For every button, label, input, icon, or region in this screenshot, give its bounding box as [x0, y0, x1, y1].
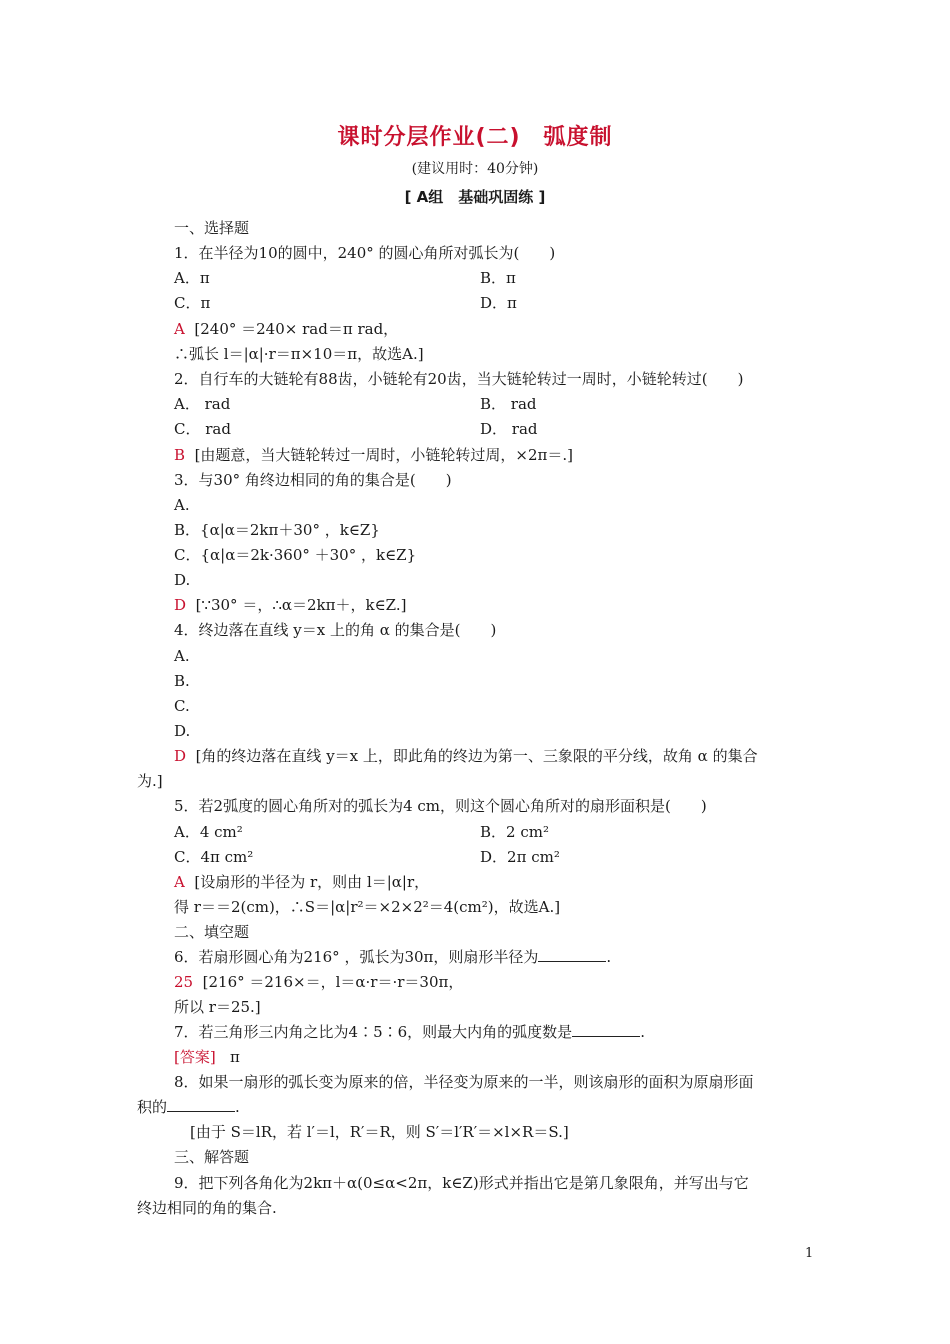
- question-text: 积的: [137, 1098, 168, 1116]
- question-stem: 8．如果一扇形的弧长变为原来的倍，半径变为原来的一半，则该扇形的面积为原扇形面: [174, 1073, 754, 1091]
- solution: [174, 317, 398, 342]
- solution-text: [由于 S＝lR，若 l′＝l，R′＝R，则 S′＝l′R′＝×l×R＝S.]: [190, 1123, 569, 1141]
- solution-text: [设扇形的半径为 r，则由 l＝|α|r，: [194, 873, 430, 891]
- answer-blank: [167, 1097, 235, 1112]
- section-heading: 一、选择题: [174, 219, 250, 237]
- question-stem: 4．终边落在直线 y＝x 上的角 α 的集合是( ): [174, 621, 497, 639]
- option-b: B.: [174, 672, 190, 690]
- answer-value: π: [230, 1048, 240, 1066]
- question-stem: 9．把下列各角化为2kπ＋α(0≤α<2π，k∈Z)形式并指出它是第几象限角，并写出与它: [174, 1174, 749, 1192]
- solution-text: [240° ＝240× rad＝π rad，: [194, 320, 399, 338]
- answer-blank: [538, 947, 606, 962]
- option-d: D.: [174, 722, 191, 740]
- question-stem-cont: 终边相同的角的集合.: [137, 1199, 277, 1217]
- section-heading: 二、填空题: [174, 923, 250, 941]
- question-stem: 1．在半径为10的圆中，240° 的圆心角所对弧长为( ): [174, 244, 556, 262]
- suggested-time: (建议用时：40分钟): [411, 161, 539, 177]
- question-stem-cont: [137, 1095, 240, 1120]
- option-a: A.: [174, 496, 190, 514]
- option-c: C．4π cm²: [174, 848, 254, 866]
- answer-letter: A: [174, 320, 185, 338]
- answer-label: [答案]: [174, 1048, 216, 1066]
- question-stem: 2．自行车的大链轮有88齿，小链轮有20齿，当大链轮转过一周时，小链轮转过( ): [174, 370, 744, 388]
- option-d: D．2π cm²: [480, 848, 560, 866]
- question-text: 6．若扇形圆心角为216° ，弧长为30π，则扇形半径为: [174, 948, 539, 966]
- solution-text: 为.]: [137, 772, 163, 790]
- solution-text: [∵30° ＝，∴α＝2kπ＋，k∈Z.]: [195, 596, 407, 614]
- solution: [174, 970, 463, 995]
- answer-value: 25: [174, 973, 194, 991]
- solution-text: 所以 r＝25.]: [174, 998, 261, 1016]
- option-b: B．{α|α＝2kπ＋30° ，k∈Z}: [174, 521, 380, 539]
- option-c: C． rad: [174, 420, 231, 438]
- section-heading: 三、解答题: [174, 1148, 250, 1166]
- question-stem: [174, 945, 611, 970]
- solution-text: ∴弧长 l＝|α|·r＝π×10＝π，故选A.]: [174, 345, 424, 363]
- option-a: A．π: [174, 269, 210, 287]
- question-stem: [174, 1020, 645, 1045]
- option-b: B． rad: [480, 395, 537, 413]
- option-c: C．{α|α＝2k·360° ＋30° ，k∈Z}: [174, 546, 417, 564]
- solution-text: 得 r＝＝2(cm)，∴S＝|α|r²＝×2×2²＝4(cm²)，故选A.]: [174, 898, 561, 916]
- solution: [174, 870, 429, 895]
- answer-letter: D: [174, 747, 187, 765]
- option-d: D.: [174, 571, 191, 589]
- group-label: [ A组 基础巩固练 ]: [404, 188, 546, 206]
- solution-text: [由题意，当大链轮转过一周时，小链轮转过周，×2π＝.]: [194, 446, 574, 464]
- option-c: C．π: [174, 294, 211, 312]
- question-text: 7．若三角形三内角之比为4∶5∶6，则最大内角的弧度数是: [174, 1023, 573, 1041]
- answer-letter: B: [174, 446, 186, 464]
- question-end: .: [235, 1098, 240, 1116]
- solution: [174, 744, 758, 769]
- option-d: D．π: [480, 294, 517, 312]
- solution-text: [角的终边落在直线 y＝x 上，即此角的终边为第一、三象限的平分线，故角 α 的集合: [195, 747, 758, 765]
- option-b: B．2 cm²: [480, 823, 549, 841]
- option-a: A．4 cm²: [174, 823, 243, 841]
- answer-letter: D: [174, 596, 187, 614]
- question-end: .: [640, 1023, 645, 1041]
- question-stem: 3．与30° 角终边相同的角的集合是( ): [174, 471, 452, 489]
- option-b: B．π: [480, 269, 516, 287]
- question-end: .: [606, 948, 612, 966]
- option-a: A.: [174, 647, 190, 665]
- page-title: 课时分层作业(二) 弧度制: [337, 125, 613, 150]
- answer-letter: A: [174, 873, 185, 891]
- solution-text: [216° ＝216×＝，l＝α·r＝·r＝30π，: [202, 973, 464, 991]
- solution: [174, 443, 573, 468]
- solution: [174, 593, 406, 618]
- option-a: A． rad: [174, 395, 231, 413]
- option-c: C.: [174, 697, 190, 715]
- page-number: 1: [805, 1246, 814, 1261]
- question-stem: 5．若2弧度的圆心角所对的弧长为4 cm，则这个圆心角所对的扇形面积是( ): [174, 797, 707, 815]
- option-d: D． rad: [480, 420, 538, 438]
- answer-blank: [572, 1022, 640, 1037]
- solution: [174, 1045, 240, 1070]
